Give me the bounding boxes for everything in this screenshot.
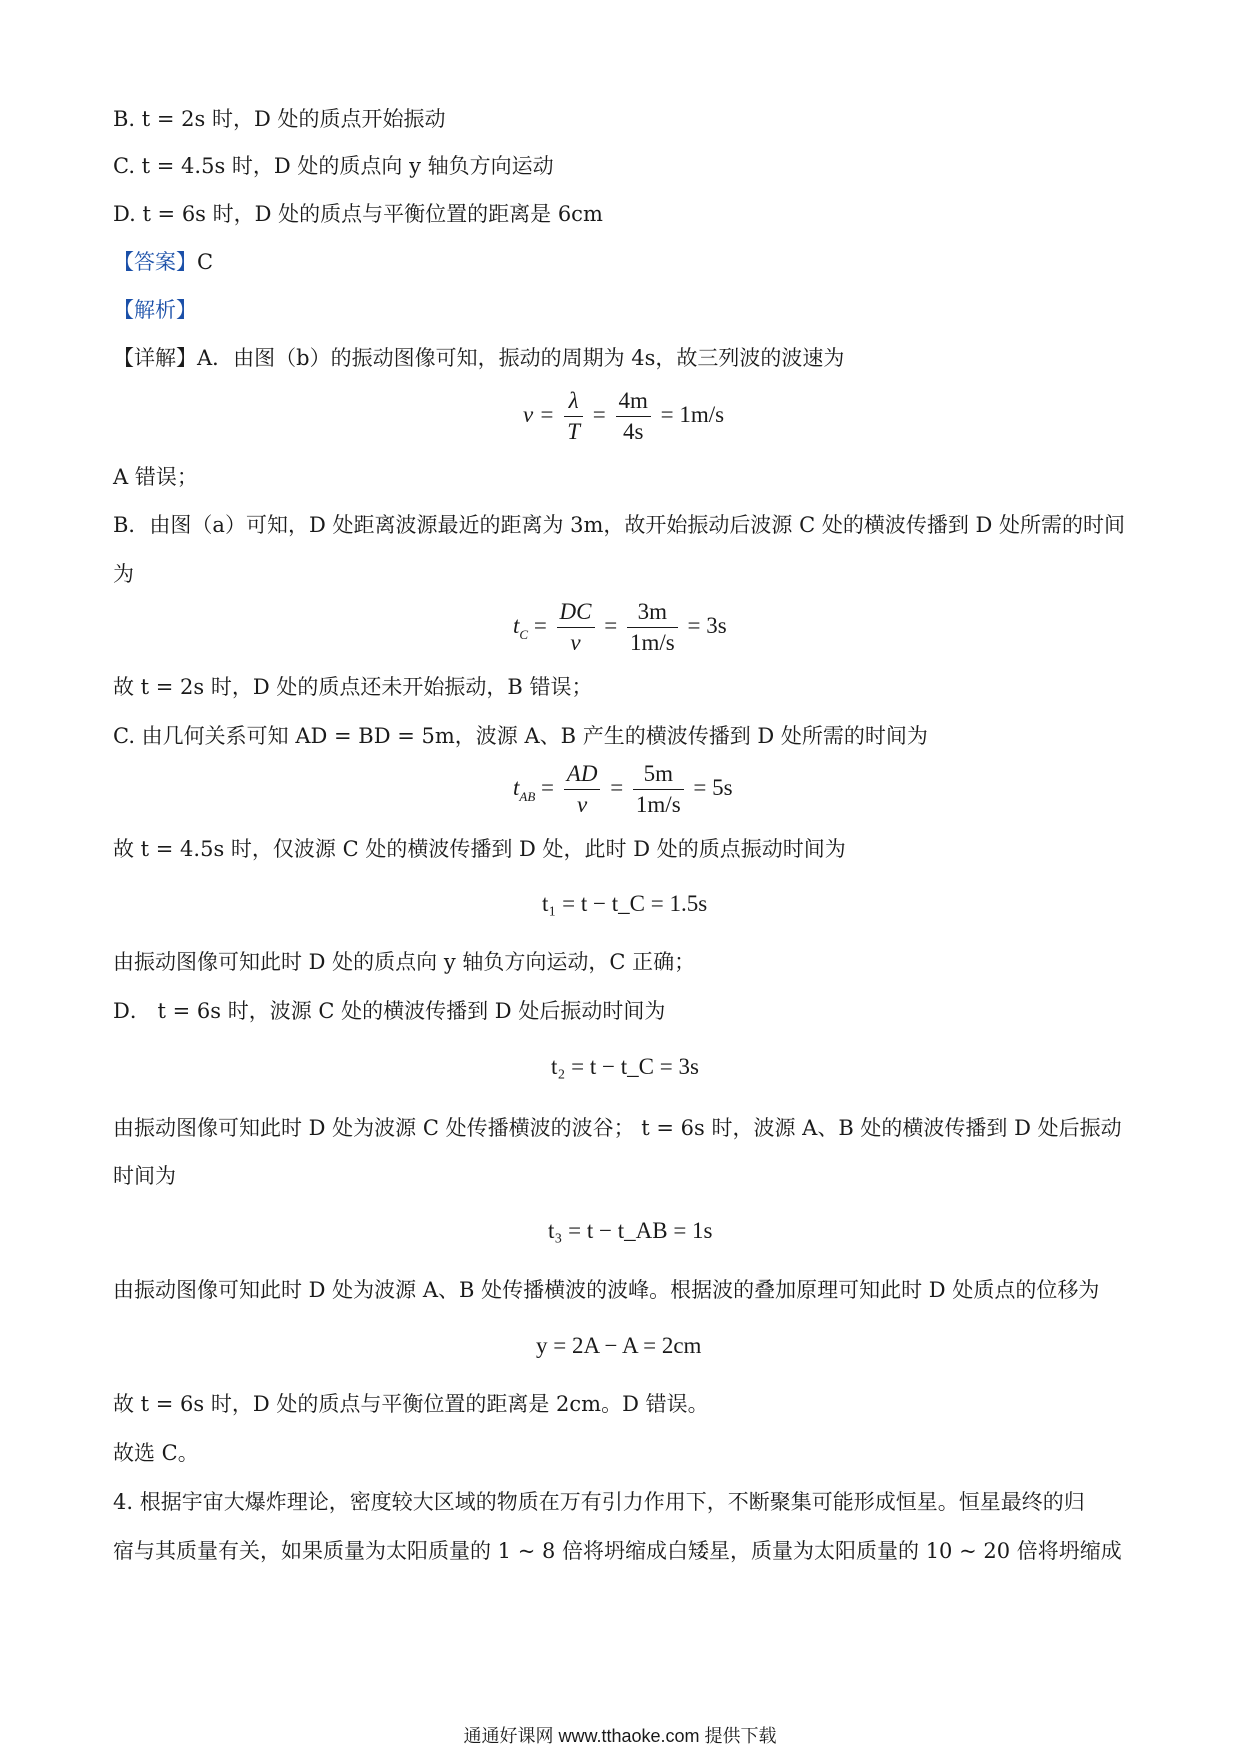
eq1-f1-num: λ (564, 386, 583, 417)
question-4-line-1: 4. 根据宇宙大爆炸理论，密度较大区域的物质在万有引力作用下，不断聚集可能形成恒星。恒星最终的归 (113, 1490, 1085, 1514)
detail-a-line (113, 343, 844, 373)
eq2-f1-num: DC (557, 597, 595, 628)
eq1-f2-den: 4s (622, 419, 644, 444)
eq3-f1-den: v (576, 792, 588, 817)
equation-velocity (523, 386, 724, 447)
para-d-1: D． t = 6s 时，波源 C 处的横波传播到 D 处后振动时间为 (113, 999, 666, 1023)
para-c-1: C. 由几何关系可知 AD = BD = 5m，波源 A、B 产生的横波传播到 D 处所需的时间为 (113, 724, 928, 748)
eq3-rhs: = 5s (693, 774, 733, 800)
eq2-equals-2: = (604, 612, 618, 638)
option-b: B. t = 2s 时，D 处的质点开始振动 (113, 107, 446, 131)
para-c-2: 故 t = 4.5s 时，仅波源 C 处的横波传播到 D 处，此时 D 处的质点振动时间为 (113, 837, 846, 861)
eq1-f1-den: T (567, 419, 581, 444)
equation-t1: t₁ = t − t_C = 1.5s (542, 891, 708, 916)
eq3-lhs-sub: AB (519, 788, 536, 804)
eq2-lhs: t (513, 612, 520, 638)
d-conclusion: 故 t = 6s 时，D 处的质点与平衡位置的距离是 2cm。D 错误。 (113, 1392, 709, 1416)
equation-tc (513, 597, 727, 658)
eq3-f1-num: AD (564, 759, 601, 790)
final-choice: 故选 C。 (113, 1441, 199, 1465)
eq3-fraction-2 (633, 759, 684, 820)
eq2-f2-den: 1m/s (629, 630, 675, 655)
eq1-lhs: v = (523, 401, 555, 427)
answer-value: C (197, 250, 214, 274)
eq1-f2-num: 4m (616, 386, 651, 417)
para-d-3: 时间为 (113, 1164, 176, 1188)
detail-tag: 【详解】 (113, 346, 197, 370)
detail-a-text: A．由图（b）的振动图像可知，振动的周期为 4s，故三列波的波速为 (197, 346, 845, 370)
eq2-f2-num: 3m (627, 597, 678, 628)
eq1-rhs: = 1m/s (660, 401, 725, 427)
option-d: D. t = 6s 时，D 处的质点与平衡位置的距离是 6cm (113, 202, 603, 226)
a-wrong: A 错误； (113, 465, 198, 489)
eq1-equals: = (592, 401, 606, 427)
eq2-fraction-1 (557, 597, 595, 658)
eq3-f2-den: 1m/s (635, 792, 681, 817)
para-b-2: 为 (113, 562, 134, 586)
eq2-lhs-sub: C (519, 626, 529, 642)
question-4-line-2: 宿与其质量有关，如果质量为太阳质量的 1 ~ 8 倍将坍缩成白矮星，质量为太阳质量的 10 ~ 20 倍将坍缩成 (113, 1539, 1122, 1563)
para-d-4: 由振动图像可知此时 D 处为波源 A、B 处传播横波的波峰。根据波的叠加原理可知此时 D 处质点的位移为 (113, 1278, 1100, 1302)
footer-watermark: 通通好课网 www.tthaoke.com 提供下载 (463, 1726, 777, 1746)
eq1-fraction-1 (564, 386, 583, 447)
answer-line (113, 247, 213, 277)
c-conclusion: 由振动图像可知此时 D 处的质点向 y 轴负方向运动，C 正确； (113, 950, 696, 974)
analysis-line (113, 295, 197, 325)
eq1-fraction-2 (616, 386, 651, 447)
eq3-lhs: t (513, 774, 520, 800)
eq3-fraction-1 (564, 759, 601, 820)
para-d-2: 由振动图像可知此时 D 处为波源 C 处传播横波的波谷； t = 6s 时，波源 A、B 处的横波传播到 D 处后振动 (113, 1116, 1122, 1140)
eq2-f1-den: v (570, 630, 581, 655)
b-conclusion: 故 t = 2s 时，D 处的质点还未开始振动，B 错误； (113, 675, 593, 699)
eq2-rhs: = 3s (687, 612, 727, 638)
eq2-equals-1: = (533, 612, 547, 638)
equation-t3: t₃ = t − t_AB = 1s (548, 1218, 713, 1243)
eq3-f2-num: 5m (633, 759, 684, 790)
equation-tab (513, 759, 733, 820)
answer-tag: 【答案】 (113, 250, 197, 274)
option-c: C. t = 4.5s 时，D 处的质点向 y 轴负方向运动 (113, 154, 554, 178)
analysis-tag: 【解析】 (113, 298, 197, 322)
equation-t2: t₂ = t − t_C = 3s (551, 1054, 699, 1079)
eq2-fraction-2 (627, 597, 678, 658)
eq3-equals-1: = (541, 774, 555, 800)
eq3-equals-2: = (610, 774, 624, 800)
para-b-1: B．由图（a）可知，D 处距离波源最近的距离为 3m，故开始振动后波源 C 处的横波传播到 D 处所需的时间 (113, 513, 1126, 537)
equation-y: y = 2A − A = 2cm (536, 1333, 702, 1358)
